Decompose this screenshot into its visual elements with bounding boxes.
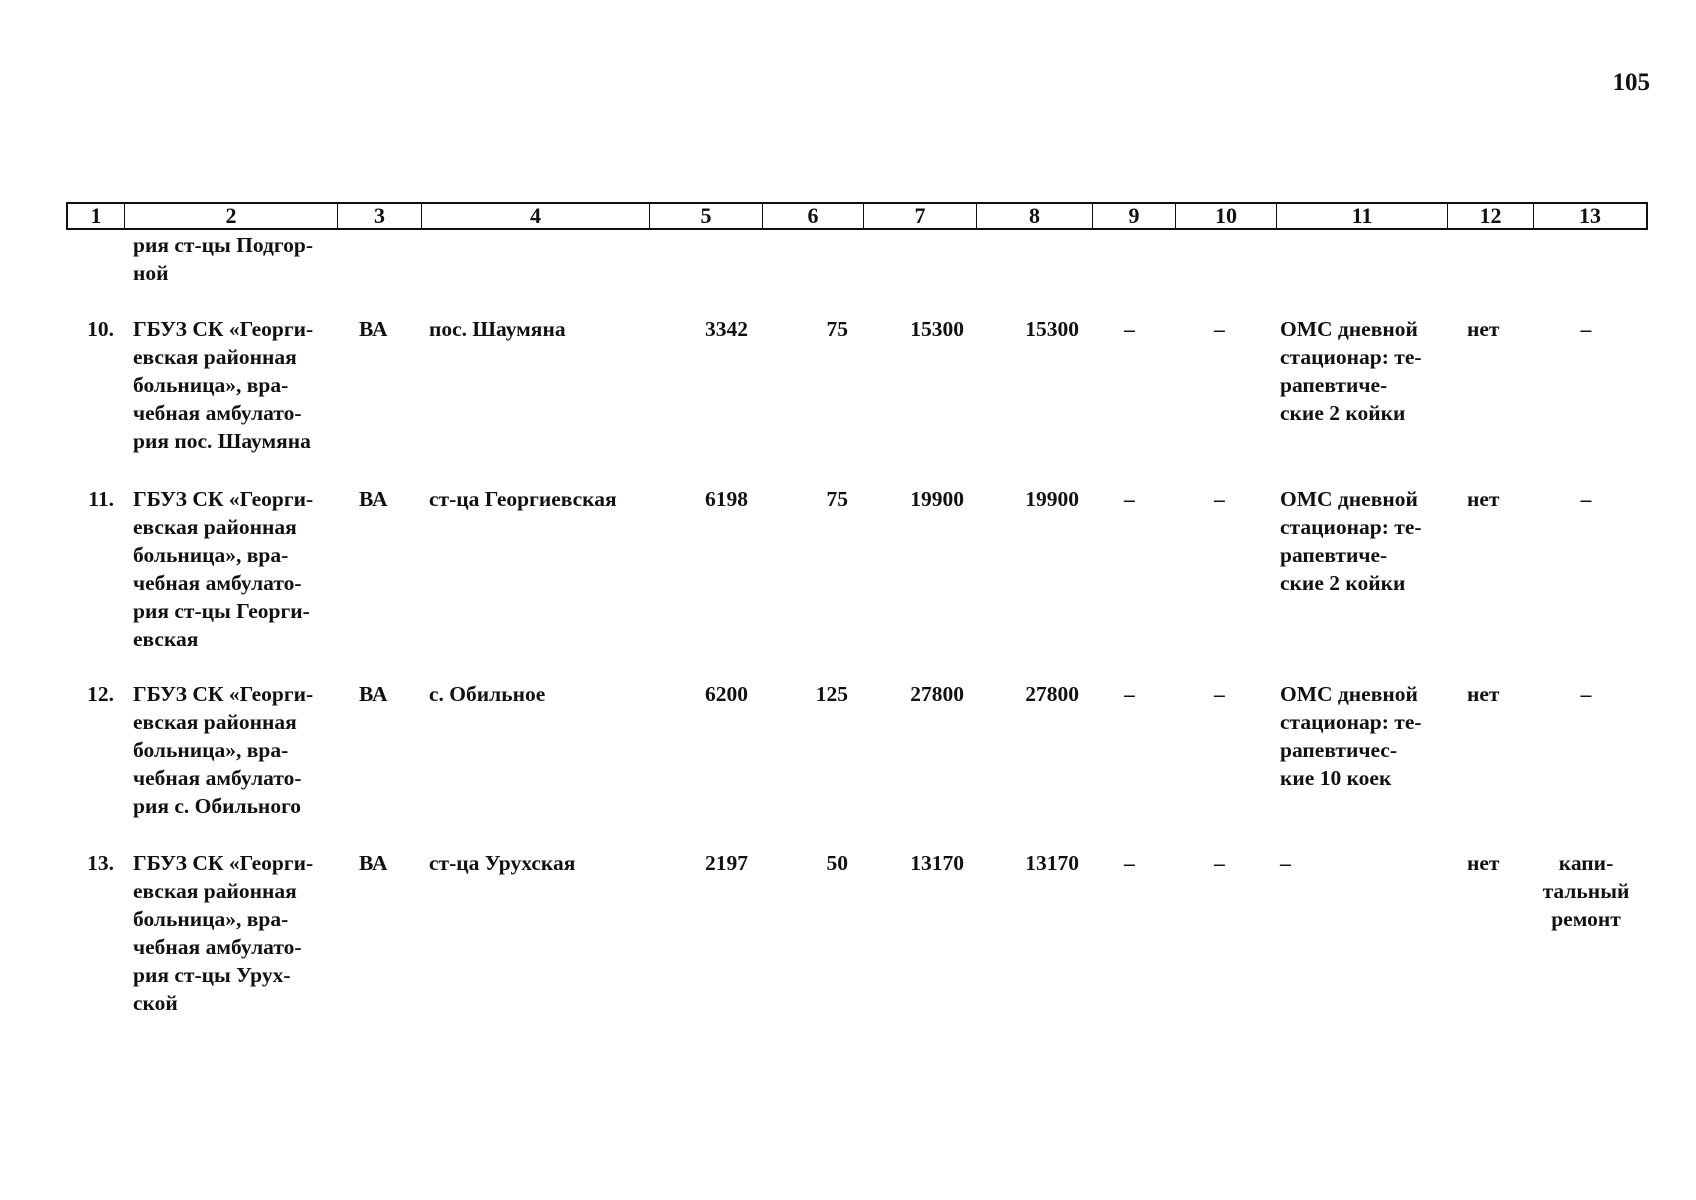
facility-name-line: чебная амбулато- bbox=[133, 766, 302, 790]
col-7-value: 27800 bbox=[910, 682, 964, 706]
row-number: 11. bbox=[88, 487, 114, 511]
col-11-line: рапевтиче- bbox=[1280, 373, 1388, 397]
col-11-line: рапевтиче- bbox=[1280, 543, 1388, 567]
col-13-line: тальный bbox=[1542, 879, 1630, 903]
facility-type: ВА bbox=[359, 682, 388, 706]
col-6-value: 75 bbox=[826, 487, 848, 511]
facility-name-line: больница», вра- bbox=[133, 543, 289, 567]
facility-name-line: рия с. Обильного bbox=[133, 794, 302, 818]
facility-name-line: больница», вра- bbox=[133, 373, 289, 397]
col-11-line: ОМС дневной bbox=[1280, 487, 1418, 511]
header-col-11: 11 bbox=[1276, 204, 1447, 228]
col-13-line: капи- bbox=[1558, 851, 1614, 875]
col-11-line: кие 10 коек bbox=[1280, 766, 1392, 790]
col-8-value: 19900 bbox=[1025, 487, 1079, 511]
col-12-value: нет bbox=[1467, 851, 1500, 875]
header-col-10: 10 bbox=[1175, 204, 1276, 228]
col-11-line: рапевтичес- bbox=[1280, 738, 1398, 762]
facility-name-line: чебная амбулато- bbox=[133, 571, 302, 595]
facility-type: ВА bbox=[359, 487, 388, 511]
col-11-value bbox=[1280, 849, 1440, 877]
col-8-value: 27800 bbox=[1025, 682, 1079, 706]
col-11-value bbox=[1280, 680, 1440, 792]
col-13-line: – bbox=[1580, 487, 1592, 511]
facility-name-line: чебная амбулато- bbox=[133, 401, 302, 425]
continued-cell-text bbox=[133, 231, 343, 287]
col-13-value bbox=[1528, 485, 1644, 513]
col-13-value bbox=[1528, 849, 1644, 933]
facility-name-line: рия пос. Шаумяна bbox=[133, 429, 311, 453]
table-header-row bbox=[66, 202, 1648, 230]
col-9-value: – bbox=[1124, 682, 1135, 706]
col-7-value: 15300 bbox=[910, 317, 964, 341]
continued-line: рия ст-цы Подгор- bbox=[133, 233, 313, 257]
col-8-value: 15300 bbox=[1025, 317, 1079, 341]
facility-type: ВА bbox=[359, 317, 388, 341]
header-col-5: 5 bbox=[649, 204, 762, 228]
col-11-value bbox=[1280, 485, 1440, 597]
facility-name-line: евская районная bbox=[133, 710, 297, 734]
facility-name bbox=[133, 849, 325, 1017]
facility-name-line: ГБУЗ СК «Георги- bbox=[133, 487, 314, 511]
col-12-value: нет bbox=[1467, 487, 1500, 511]
col-11-line: ОМС дневной bbox=[1280, 682, 1418, 706]
facility-name-line: больница», вра- bbox=[133, 907, 289, 931]
header-col-9: 9 bbox=[1092, 204, 1175, 228]
col-12-value: нет bbox=[1467, 682, 1500, 706]
population-value: 6200 bbox=[705, 682, 748, 706]
col-11-line: стационар: те- bbox=[1280, 515, 1422, 539]
col-10-value: – bbox=[1214, 487, 1225, 511]
col-11-value bbox=[1280, 315, 1440, 427]
header-col-7: 7 bbox=[863, 204, 976, 228]
facility-name bbox=[133, 680, 325, 820]
col-13-value bbox=[1528, 680, 1644, 708]
col-7-value: 19900 bbox=[910, 487, 964, 511]
facility-name bbox=[133, 485, 325, 653]
header-col-3: 3 bbox=[337, 204, 421, 228]
header-col-13: 13 bbox=[1533, 204, 1646, 228]
facility-name-line: рия ст-цы Урух- bbox=[133, 963, 291, 987]
col-13-value bbox=[1528, 315, 1644, 343]
facility-name-line: рия ст-цы Георги- bbox=[133, 599, 310, 623]
facility-location: ст-ца Георгиевская bbox=[429, 487, 617, 511]
facility-location: с. Обильное bbox=[429, 682, 546, 706]
col-10-value: – bbox=[1214, 317, 1225, 341]
col-11-line: стационар: те- bbox=[1280, 710, 1422, 734]
facility-location: ст-ца Урухская bbox=[429, 851, 576, 875]
col-10-value: – bbox=[1214, 682, 1225, 706]
header-col-4: 4 bbox=[421, 204, 649, 228]
facility-name-line: ской bbox=[133, 991, 178, 1015]
facility-location: пос. Шаумяна bbox=[429, 317, 566, 341]
row-number: 10. bbox=[87, 317, 114, 341]
col-9-value: – bbox=[1124, 317, 1135, 341]
col-6-value: 50 bbox=[826, 851, 848, 875]
col-8-value: 13170 bbox=[1025, 851, 1079, 875]
population-value: 6198 bbox=[705, 487, 748, 511]
col-7-value: 13170 bbox=[910, 851, 964, 875]
col-11-line: ские 2 койки bbox=[1280, 571, 1406, 595]
col-6-value: 125 bbox=[815, 682, 848, 706]
header-col-2: 2 bbox=[124, 204, 337, 228]
facility-name-line: евская районная bbox=[133, 345, 297, 369]
col-11-line: – bbox=[1280, 851, 1291, 875]
facility-name bbox=[133, 315, 325, 455]
header-col-6: 6 bbox=[762, 204, 863, 228]
row-number: 13. bbox=[87, 851, 114, 875]
facility-name-line: чебная амбулато- bbox=[133, 935, 302, 959]
facility-name-line: больница», вра- bbox=[133, 738, 289, 762]
facility-name-line: евская районная bbox=[133, 515, 297, 539]
col-9-value: – bbox=[1124, 487, 1135, 511]
facility-name-line: евская районная bbox=[133, 879, 297, 903]
col-13-line: – bbox=[1580, 682, 1592, 706]
facility-name-line: евская bbox=[133, 627, 199, 651]
col-11-line: стационар: те- bbox=[1280, 345, 1422, 369]
header-col-12: 12 bbox=[1447, 204, 1533, 228]
col-9-value: – bbox=[1124, 851, 1135, 875]
facility-name-line: ГБУЗ СК «Георги- bbox=[133, 317, 314, 341]
col-10-value: – bbox=[1214, 851, 1225, 875]
population-value: 3342 bbox=[705, 317, 748, 341]
row-number: 12. bbox=[87, 682, 114, 706]
col-6-value: 75 bbox=[826, 317, 848, 341]
col-11-line: ОМС дневной bbox=[1280, 317, 1418, 341]
facility-type: ВА bbox=[359, 851, 388, 875]
facility-name-line: ГБУЗ СК «Георги- bbox=[133, 851, 314, 875]
header-col-8: 8 bbox=[976, 204, 1092, 228]
facility-name-line: ГБУЗ СК «Георги- bbox=[133, 682, 314, 706]
continued-line: ной bbox=[133, 261, 169, 285]
col-13-line: – bbox=[1580, 317, 1592, 341]
header-col-1: 1 bbox=[90, 203, 102, 228]
page-number: 105 bbox=[1612, 69, 1650, 96]
col-12-value: нет bbox=[1467, 317, 1500, 341]
col-13-line: ремонт bbox=[1551, 907, 1621, 931]
col-11-line: ские 2 койки bbox=[1280, 401, 1406, 425]
population-value: 2197 bbox=[705, 851, 748, 875]
